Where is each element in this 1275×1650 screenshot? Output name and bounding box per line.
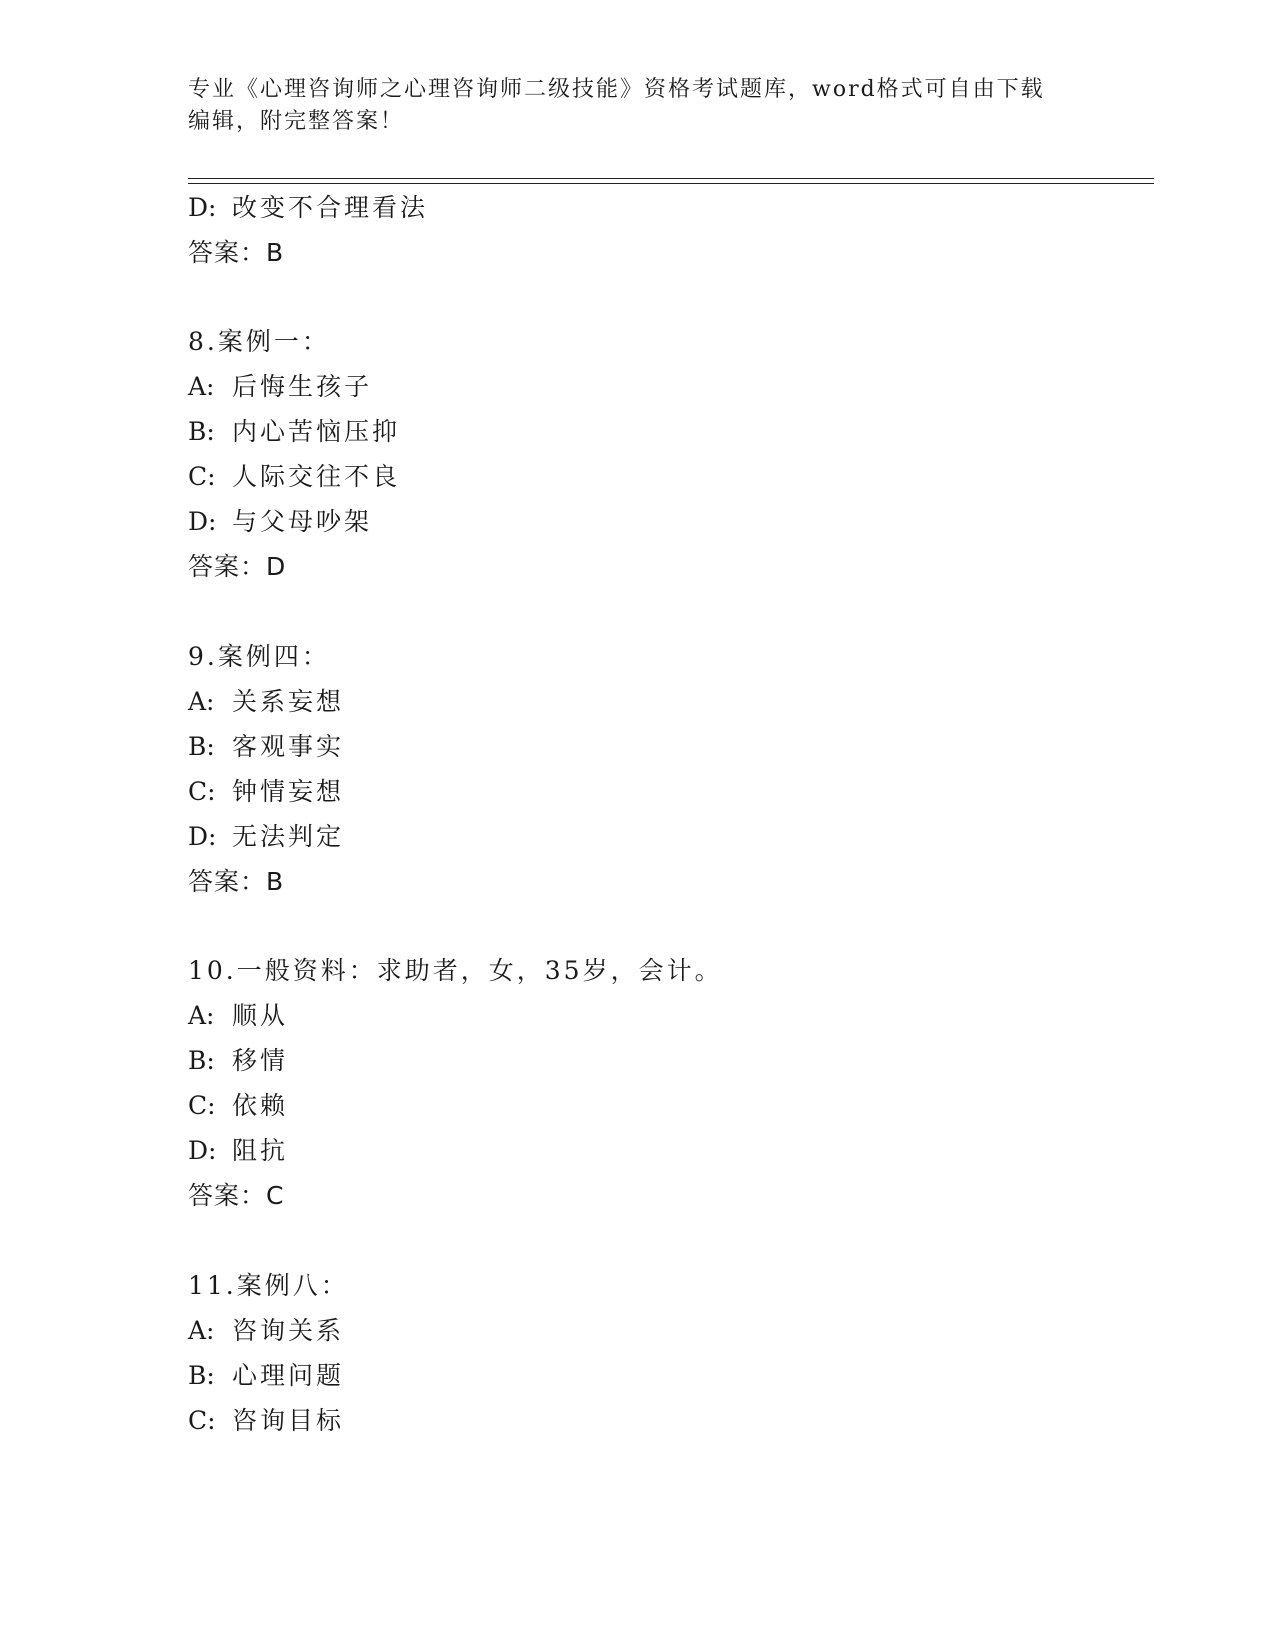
option-a <box>188 371 372 403</box>
option-c <box>188 776 344 808</box>
option-key: C: <box>188 462 216 491</box>
option-text: 后悔生孩子 <box>232 372 373 401</box>
answer-line: 答案：D <box>188 552 287 581</box>
option-text: 顺从 <box>232 1001 289 1030</box>
option-d <box>188 821 344 853</box>
option-key: D: <box>188 507 217 536</box>
option-b <box>188 1360 344 1392</box>
header-divider-bottom <box>188 183 1154 184</box>
option-text: 心理问题 <box>232 1361 345 1390</box>
option-c <box>188 1405 344 1437</box>
option-b <box>188 416 400 448</box>
option-key: C: <box>188 1091 216 1120</box>
option-text: 内心苦恼压抑 <box>232 417 401 446</box>
option-text: 客观事实 <box>232 732 345 761</box>
answer-line: 答案：B <box>188 238 285 267</box>
option-text: 改变不合理看法 <box>232 193 429 222</box>
option-key: C: <box>188 1406 216 1435</box>
option-key: A: <box>188 1316 215 1345</box>
option-text: 钟情妄想 <box>232 777 345 806</box>
option-a <box>188 686 344 718</box>
document-header <box>188 74 1088 138</box>
option-key: A: <box>188 1001 215 1030</box>
option-key: D: <box>188 193 217 222</box>
header-line-2: 编辑，附完整答案！ <box>188 109 405 134</box>
question-title: 8.案例一： <box>188 327 330 356</box>
option-d <box>188 506 372 538</box>
option-b <box>188 1045 288 1077</box>
option-text: 咨询关系 <box>232 1316 345 1345</box>
question-title: 10.一般资料：求助者，女，35岁，会计。 <box>188 956 723 985</box>
option-text: 关系妄想 <box>232 687 345 716</box>
option-key: B: <box>188 417 215 446</box>
option-c <box>188 461 400 493</box>
option-d <box>188 1135 288 1167</box>
option-key: B: <box>188 1046 215 1075</box>
option-a <box>188 1315 344 1347</box>
answer-line: 答案：B <box>188 867 285 896</box>
option-text: 咨询目标 <box>232 1406 345 1435</box>
option-text: 与父母吵架 <box>232 507 373 536</box>
question-title: 11.案例八： <box>188 1271 349 1300</box>
option-text: 人际交往不良 <box>232 462 401 491</box>
option-c <box>188 1090 288 1122</box>
option-b <box>188 731 344 763</box>
option-key: C: <box>188 777 216 806</box>
header-divider-top <box>188 178 1154 179</box>
option-text: 依赖 <box>232 1091 289 1120</box>
header-line-1: 专业《心理咨询师之心理咨询师二级技能》资格考试题库，word格式可自由下载 <box>188 77 1045 102</box>
option-text: 移情 <box>232 1046 289 1075</box>
option-key: D: <box>188 1136 217 1165</box>
option-key: B: <box>188 1361 215 1390</box>
option-text: 阻抗 <box>232 1136 289 1165</box>
option-a <box>188 1000 288 1032</box>
option-key: A: <box>188 687 215 716</box>
question-title: 9.案例四： <box>188 642 330 671</box>
option-text: 无法判定 <box>232 822 345 851</box>
option-key: A: <box>188 372 215 401</box>
option-d <box>188 192 428 224</box>
answer-line: 答案：C <box>188 1181 285 1210</box>
option-key: D: <box>188 822 217 851</box>
option-key: B: <box>188 732 215 761</box>
